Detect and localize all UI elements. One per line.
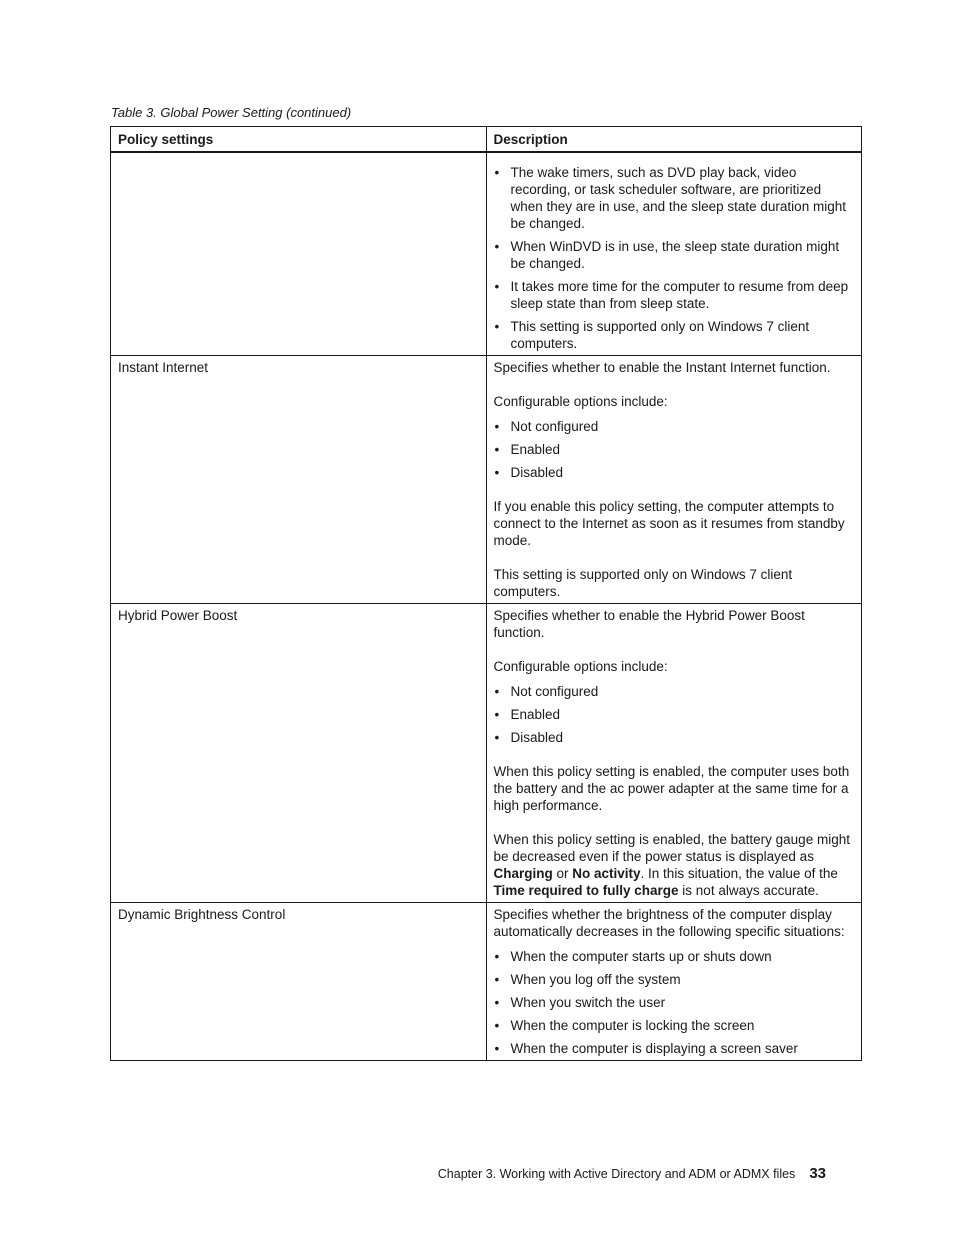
paragraph-text: When this policy setting is enabled, the battery gauge might be decreased even if the power status is displayed as <box>493 832 850 864</box>
list-item: • Disabled <box>494 464 855 481</box>
list-item: • When WinDVD is in use, the sleep state duration might be changed. <box>494 238 855 272</box>
options-label: Configurable options include: <box>493 659 668 674</box>
header-description: Description <box>486 127 862 153</box>
table-row <box>111 903 862 1061</box>
table-row <box>111 152 862 356</box>
list-item: • When the computer starts up or shuts down <box>494 948 855 965</box>
bullet-list <box>494 164 855 352</box>
header-policy-settings: Policy settings <box>111 127 487 153</box>
options-list <box>494 418 855 481</box>
page-footer <box>438 1165 826 1183</box>
description-cell <box>486 903 862 1061</box>
description-intro: Specifies whether the brightness of the computer display automatically decreases in the following specific situations: <box>493 907 845 939</box>
policy-cell: Hybrid Power Boost <box>111 604 487 903</box>
list-item: • When you switch the user <box>494 994 855 1011</box>
list-item: • When you log off the system <box>494 971 855 988</box>
list-item: • When the computer is locking the screen <box>494 1017 855 1034</box>
bold-term-no-activity: No activity <box>572 866 641 881</box>
paragraph-text: is not always accurate. <box>678 883 819 898</box>
table-row <box>111 604 862 903</box>
bold-term-charging: Charging <box>493 866 553 881</box>
description-cell <box>486 356 862 604</box>
list-item: • Not configured <box>494 418 855 435</box>
description-paragraph: If you enable this policy setting, the computer attempts to connect to the Internet as soon as it resumes from standby mode. <box>493 499 845 548</box>
list-item: • Not configured <box>494 683 855 700</box>
policy-cell <box>111 152 487 356</box>
page-number: 33 <box>809 1165 826 1182</box>
list-item: • When the computer is displaying a screen saver <box>494 1040 855 1057</box>
options-label: Configurable options include: <box>493 394 668 409</box>
options-list <box>494 683 855 746</box>
list-item: • This setting is supported only on Windows 7 client computers. <box>494 318 855 352</box>
table-row <box>111 356 862 604</box>
list-item: • It takes more time for the computer to resume from deep sleep state than from sleep state. <box>494 278 855 312</box>
table-caption: Table 3. Global Power Setting (continued) <box>111 105 352 120</box>
list-item: • The wake timers, such as DVD play back, video recording, or task scheduler software, are prioritized when they are in use, and the sleep state duration might be changed. <box>494 164 855 232</box>
policy-cell: Instant Internet <box>111 356 487 604</box>
list-item: • Disabled <box>494 729 855 746</box>
description-paragraph: When this policy setting is enabled, the computer uses both the battery and the ac power adapter at the same time for a high performance. <box>493 764 850 813</box>
chapter-title: Chapter 3. Working with Active Directory and ADM or ADMX files <box>437 1167 796 1181</box>
paragraph-text: . In this situation, the value of the <box>640 866 838 881</box>
list-item: • Enabled <box>494 706 855 723</box>
table-header-row <box>111 127 862 153</box>
description-cell <box>486 604 862 903</box>
description-paragraph: This setting is supported only on Windows 7 client computers. <box>493 567 793 599</box>
list-item: • Enabled <box>494 441 855 458</box>
policy-table <box>110 126 862 1061</box>
bold-term-time-required: Time required to fully charge <box>493 883 679 898</box>
description-intro: Specifies whether to enable the Hybrid Power Boost function. <box>493 608 805 640</box>
paragraph-text: or <box>552 866 573 881</box>
description-intro: Specifies whether to enable the Instant Internet function. <box>493 360 831 375</box>
bullet-list <box>494 948 855 1057</box>
description-paragraph <box>494 831 855 899</box>
description-cell <box>486 152 862 356</box>
policy-cell: Dynamic Brightness Control <box>111 903 487 1061</box>
